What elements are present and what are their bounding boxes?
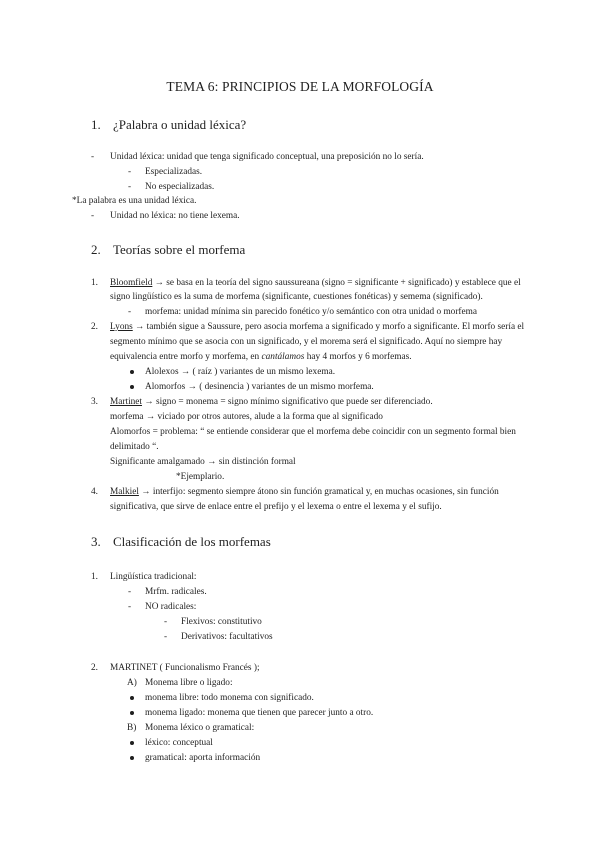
text: hay 4 morfos y 6 morfemas. (304, 352, 412, 362)
section-2-number: 2. (91, 242, 101, 257)
list-item (110, 321, 524, 333)
list-marker: - (128, 182, 132, 192)
list-item: monema ligado: monema que tienen que parecer junto a otro. (145, 708, 374, 718)
list-marker: - (128, 602, 132, 612)
section-1-number: 1. (91, 117, 101, 132)
list-number: 1. (91, 278, 98, 288)
list-marker: - (128, 307, 132, 317)
list-item (110, 396, 433, 408)
note: *La palabra es una unidad léxica. (72, 196, 197, 206)
bullet-icon (130, 366, 134, 378)
section-2-heading: Teorías sobre el morfema (113, 242, 246, 257)
author-name: Bloomfield (110, 278, 153, 288)
note: *Ejemplario. (176, 472, 225, 482)
list-marker: B) (127, 723, 137, 733)
author-name: Lyons (110, 322, 133, 332)
list-marker: - (128, 167, 132, 177)
list-item (110, 277, 521, 289)
list-item-continued: Alomorfos = problema: “ se entiende considerar que el morfema debe coincidir con un segmento formal bien (110, 427, 516, 437)
section-3-heading: Clasificación de los morfemas (113, 534, 271, 549)
section-1-heading: ¿Palabra o unidad léxica? (113, 117, 247, 132)
example-word: cantálamos (261, 352, 305, 362)
list-item: Monema léxico o gramatical: (145, 723, 255, 733)
text: equivalencia entre morfo y morfema, en (110, 352, 262, 362)
bullet-icon (130, 381, 134, 393)
list-item: MARTINET ( Funcionalismo Francés ); (110, 663, 260, 673)
list-number: 4. (91, 487, 98, 497)
author-name: Malkiel (110, 487, 139, 497)
list-marker: - (91, 152, 95, 162)
list-item: léxico: conceptual (145, 738, 213, 748)
list-item: Derivativos: facultativos (181, 632, 273, 642)
list-item-continued: delimitado “. (110, 442, 159, 452)
list-item-continued: Significante amalgamado → sin distinción formal (110, 457, 296, 467)
list-item: Alolexos → ( raíz ) variantes de un mismo lexema. (145, 367, 336, 377)
list-item: gramatical: aporta información (145, 753, 261, 763)
text: → interfijo: segmento siempre átono sin función gramatical y, en muchas ocasiones, sin función (138, 487, 499, 497)
list-item: Lingüística tradicional: (110, 572, 197, 582)
list-item (110, 486, 499, 498)
list-marker: - (164, 632, 168, 642)
list-item: Unidad léxica: unidad que tenga significado conceptual, una preposición no lo sería. (110, 152, 424, 162)
bullet-icon (130, 692, 134, 704)
bullet-icon (130, 737, 134, 749)
list-marker: - (128, 587, 132, 597)
list-number: 1. (91, 572, 98, 582)
list-item: Monema libre o ligado: (145, 678, 233, 688)
list-marker: - (91, 211, 95, 221)
list-item-continued (110, 351, 412, 363)
list-number: 3. (91, 397, 98, 407)
page-title: TEMA 6: PRINCIPIOS DE LA MORFOLOGÍA (166, 79, 434, 94)
list-item: Especializadas. (145, 167, 203, 177)
list-item: Alomorfos → ( desinencia ) variantes de un mismo morfema. (145, 382, 374, 392)
list-item: morfema: unidad mínima sin parecido fonético y/o semántico con otra unidad o morfema (145, 307, 478, 317)
section-3-number: 3. (91, 534, 101, 549)
list-item: monema libre: todo monema con significado. (145, 693, 314, 703)
list-item-continued: significativa, que sirve de enlace entre el prefijo y el lexema o entre el lexema y el sufijo. (110, 502, 442, 512)
text: → se basa en la teoría del signo saussureana (signo = significante + significado) y establece que el (152, 278, 521, 288)
list-number: 2. (91, 663, 98, 673)
list-item-continued: morfema → viciado por otros autores, alude a la forma que al significado (110, 412, 383, 422)
text: → también sigue a Saussure, pero asocia morfema a significado y morfo a significante. El morfo sería el (132, 322, 525, 332)
list-item-continued: signo lingüístico es la suma de morfema (significante, cuestiones fonéticas) y semema (significado). (110, 292, 483, 302)
list-marker: - (164, 617, 168, 627)
text: → signo = monema = signo mínimo significativo que puede ser diferenciado. (142, 397, 433, 407)
list-marker: A) (127, 678, 137, 688)
list-number: 2. (91, 322, 98, 332)
list-item: NO radicales: (145, 602, 197, 612)
list-item: No especializadas. (145, 182, 215, 192)
list-item: Unidad no léxica: no tiene lexema. (110, 211, 240, 221)
list-item-continued: segmento mínimo que se asocia con un significado, y el morema será el significado. Aquí no siempre hay (110, 337, 503, 347)
bullet-icon (130, 707, 134, 719)
list-item: Flexivos: constitutivo (181, 617, 262, 627)
author-name: Martinet (110, 397, 143, 407)
bullet-icon (130, 752, 134, 764)
list-item: Mrfm. radicales. (145, 587, 207, 597)
